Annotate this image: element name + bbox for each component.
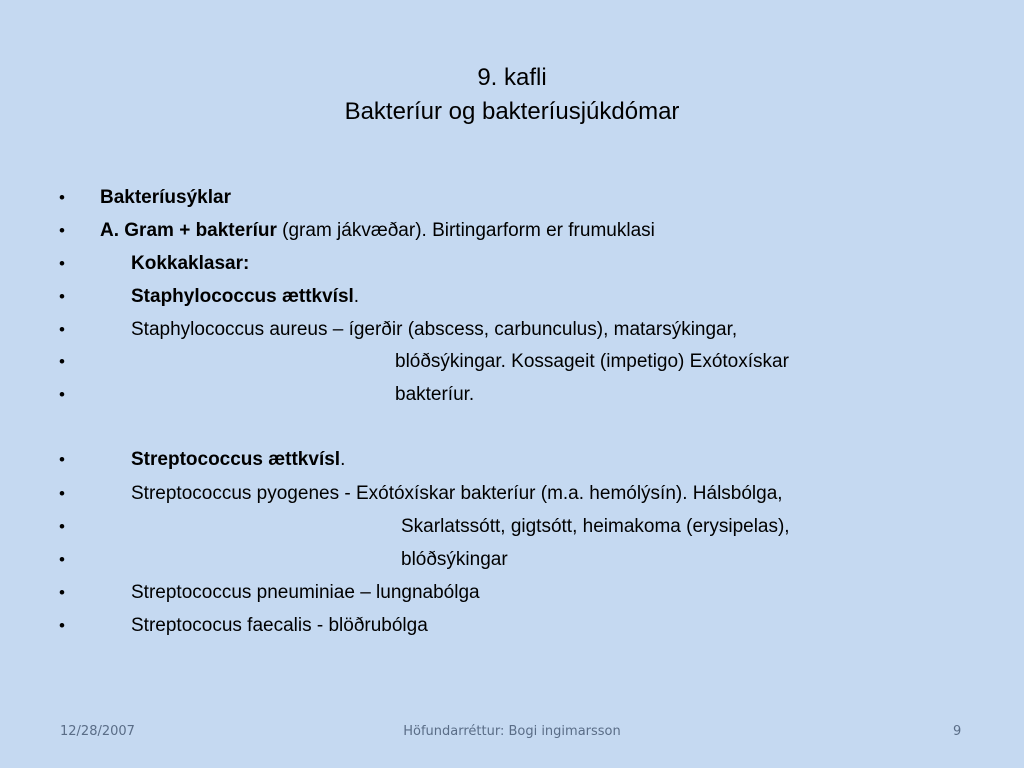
item-bold-text: Staphylococcus ættkvísl — [131, 286, 354, 307]
slide-title-line1: 9. kafli — [477, 64, 547, 91]
item-text: bakteríur. — [395, 384, 475, 405]
bullet-icon: • — [59, 484, 65, 503]
item-text: . — [340, 449, 346, 470]
list-item — [0, 480, 1024, 508]
bullet-icon: • — [59, 188, 65, 207]
item-text: blóðsýkingar. Kossageit (impetigo) Exótoxískar — [395, 351, 789, 372]
list-item — [0, 316, 1024, 344]
bullet-icon: • — [59, 287, 65, 306]
list-item — [0, 348, 1024, 376]
item-text: blóðsýkingar — [401, 549, 508, 570]
bullet-icon: • — [59, 320, 65, 339]
bullet-icon: • — [59, 616, 65, 635]
item-text: Staphylococcus aureus – ígerðir (abscess, carbunculus), matarsýkingar, — [131, 319, 738, 340]
bullet-icon: • — [59, 517, 65, 536]
footer-page-number: 9 — [953, 724, 962, 739]
item-text: Skarlatssótt, gigtsótt, heimakoma (erysipelas), — [401, 516, 790, 537]
list-item — [0, 546, 1024, 574]
list-item — [0, 612, 1024, 640]
item-text: . — [353, 286, 360, 307]
item-bold-text: A. Gram + bakteríur — [100, 220, 277, 241]
item-bold-text: Kokkaklasar: — [131, 253, 250, 274]
bullet-icon: • — [59, 385, 65, 404]
item-bold-text: Bakteríusýklar — [100, 187, 231, 208]
list-item — [0, 513, 1024, 541]
bullet-icon: • — [59, 450, 65, 469]
list-item — [0, 283, 1024, 311]
bullet-icon: • — [59, 583, 65, 602]
slide-title-line2: Bakteríur og bakteríusjúkdómar — [344, 98, 680, 125]
item-bold-text: Streptococcus ættkvísl — [131, 449, 341, 470]
footer-date: 12/28/2007 — [60, 724, 135, 739]
list-item — [0, 579, 1024, 607]
list-item — [0, 217, 1024, 245]
item-text: (gram jákvæðar). Birtingarform er frumuklasi — [276, 220, 655, 241]
list-item — [0, 250, 1024, 278]
bullet-icon: • — [59, 352, 65, 371]
bullet-icon: • — [59, 221, 65, 240]
list-item — [0, 184, 1024, 212]
list-item — [0, 381, 1024, 409]
footer-copyright: Höfundarréttur: Bogi ingimarsson — [403, 724, 621, 739]
bullet-icon: • — [59, 550, 65, 569]
bullet-icon: • — [59, 254, 65, 273]
item-text: Streptococcus pyogenes - Exótóxískar bakteríur (m.a. hemólýsín). Hálsbólga, — [131, 483, 783, 504]
list-item — [0, 446, 1024, 474]
item-text: Streptococus faecalis - blöðrubólga — [131, 615, 428, 636]
item-text: Streptococcus pneuminiae – lungnabólga — [131, 582, 480, 603]
